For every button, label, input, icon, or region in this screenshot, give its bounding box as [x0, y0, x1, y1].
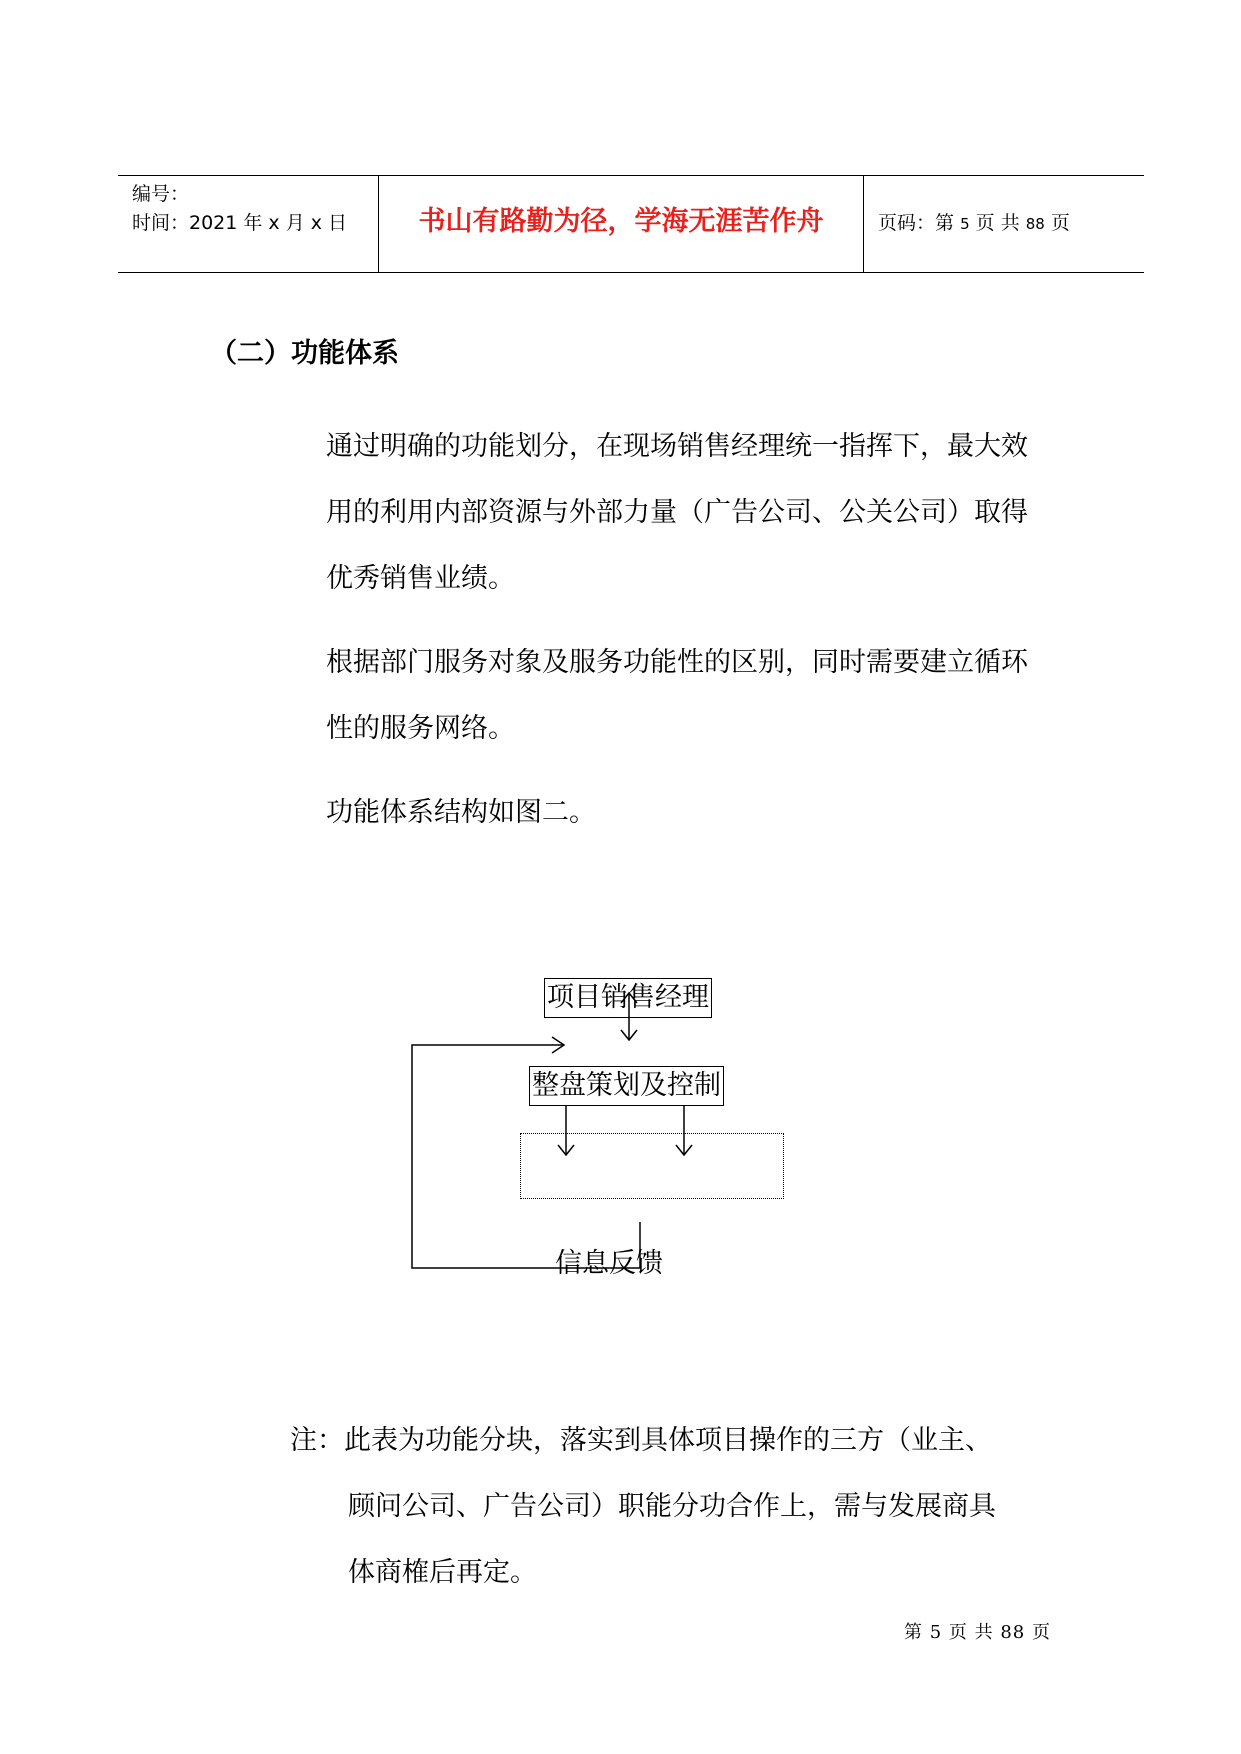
- note-line-2: 顾问公司、广告公司）职能分功合作上，需与发展商具: [348, 1491, 996, 1522]
- page-mid: 页 共: [975, 212, 1020, 234]
- page-footer: 第 5 页 共 88 页: [904, 1622, 1051, 1643]
- paragraph-3-text: 功能体系结构如图二。: [326, 797, 596, 828]
- page-prefix: 页码：第: [878, 212, 955, 234]
- paragraph-2-text: 根据部门服务对象及服务功能性的区别，同时需要建立循环性的服务网络。: [326, 647, 1028, 744]
- page-number: 5: [960, 215, 970, 233]
- note-line-3: 体商榷后再定。: [348, 1557, 537, 1588]
- paragraph-1-text: 通过明确的功能划分，在现场销售经理统一指挥下，最大效用的利用内部资源与外部力量（广告公司、公关公司）取得优秀销售业绩。: [326, 431, 1028, 594]
- feedback-label: 信息反馈: [555, 1248, 663, 1279]
- page-suffix: 页: [1050, 212, 1070, 234]
- note-line-1: 注：此表为功能分块，落实到具体项目操作的三方（业主、: [290, 1425, 992, 1456]
- section-title: （二）功能体系: [210, 338, 399, 369]
- dotted-group-box: [520, 1133, 784, 1199]
- page-total: 88: [1025, 215, 1045, 233]
- box-project-sales-manager: 项目销售经理: [544, 978, 712, 1018]
- box-planning-control: 整盘策划及控制: [529, 1066, 724, 1106]
- time-label: 时间：2021 年 x 月 x 日: [132, 212, 348, 234]
- motto: 书山有路勤为径，学海无涯苦作舟: [418, 206, 824, 237]
- number-label: 编号：: [132, 183, 190, 205]
